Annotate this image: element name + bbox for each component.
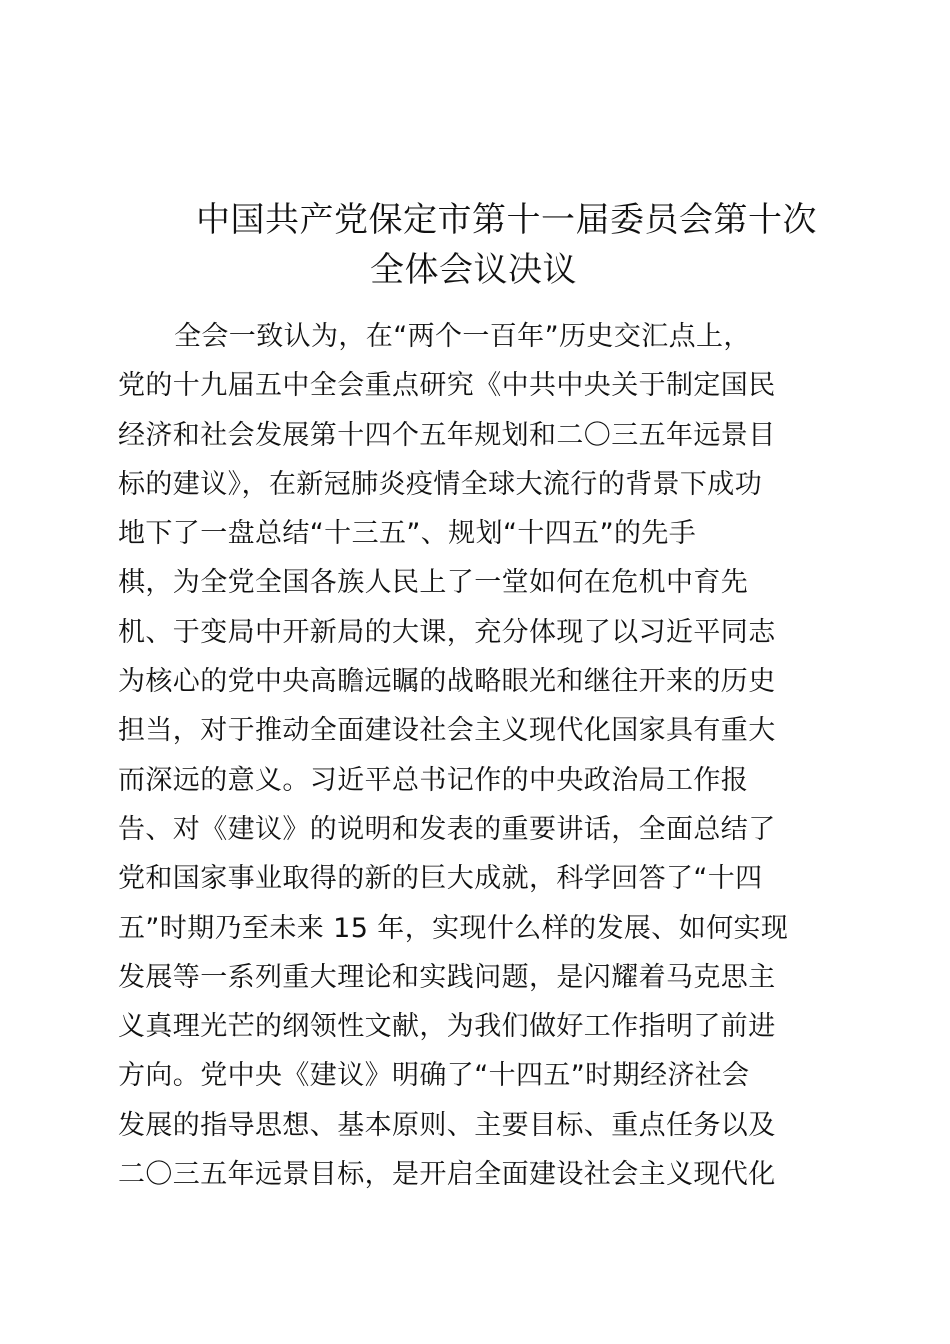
paragraph-line: 党的十九届五中全会重点研究《中共中央关于制定国民 [118, 370, 776, 402]
title-line-1: 中国共产党保定市第十一届委员会第十次 [196, 200, 817, 240]
title-line-2: 全体会议决议 [370, 250, 577, 290]
paragraph-line: 方向。党中央《建议》明确了“十四五”时期经济社会 [118, 1060, 750, 1092]
paragraph-line: 而深远的意义。习近平总书记作的中央政治局工作报 [118, 764, 749, 796]
paragraph-line: 经济和社会发展第十四个五年规划和二〇三五年远景目 [118, 419, 776, 451]
paragraph-line: 机、于变局中开新局的大课，充分体现了以习近平同志 [118, 616, 776, 648]
paragraph-line: 告、对《建议》的说明和发表的重要讲话，全面总结了 [118, 813, 776, 845]
paragraph-line: 地下了一盘总结“十三五”、规划“十四五”的先手 [118, 518, 697, 550]
paragraph-line: 全会一致认为，在“两个一百年”历史交汇点上， [174, 321, 751, 352]
paragraph-line: 发展的指导思想、基本原则、主要目标、重点任务以及 [118, 1109, 776, 1141]
paragraph-line: 担当，对于推动全面建设社会主义现代化国家具有重大 [118, 715, 776, 747]
paragraph-line: 党和国家事业取得的新的巨大成就，科学回答了“十四 [118, 863, 763, 895]
paragraph-line: 义真理光芒的纲领性文献，为我们做好工作指明了前进 [118, 1011, 776, 1043]
body-text [118, 312, 838, 1199]
paragraph-line: 五”时期乃至未来 15 年，实现什么样的发展、如何实现 [118, 912, 789, 944]
paragraph-line: 二〇三五年远景目标，是开启全面建设社会主义现代化 [118, 1159, 776, 1191]
paragraph-line: 发展等一系列重大理论和实践问题，是闪耀着马克思主 [118, 961, 776, 993]
paragraph-line: 棋，为全党全国各族人民上了一堂如何在危机中育先 [118, 567, 749, 599]
paragraph-line: 为核心的党中央高瞻远瞩的战略眼光和继往开来的历史 [118, 666, 776, 698]
paragraph-line: 标的建议》，在新冠肺炎疫情全球大流行的背景下成功 [118, 468, 763, 500]
